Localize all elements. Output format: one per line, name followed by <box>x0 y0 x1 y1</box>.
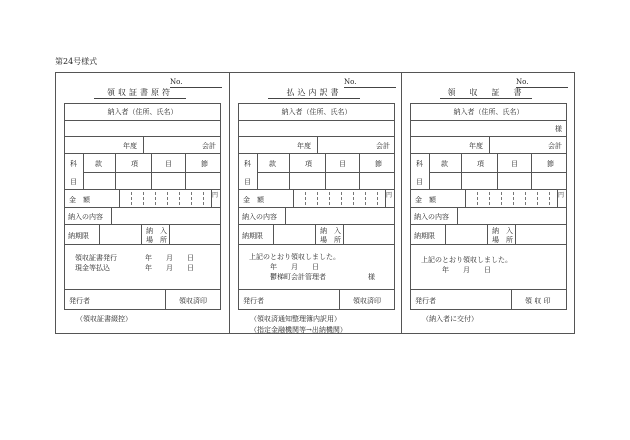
subject-grid <box>411 154 566 190</box>
body-line: 上記のとおり領収しました。 <box>249 253 340 261</box>
place-label-1: 納 入 <box>146 227 167 235</box>
panel-title: 領収証書原符 <box>94 87 186 99</box>
content-label: 納入の内容 <box>414 213 449 221</box>
receipt-table <box>64 103 221 310</box>
col-setsu: 節 <box>201 160 208 168</box>
amount-row[interactable] <box>239 190 394 208</box>
receipt-number[interactable]: No. <box>516 77 568 88</box>
col-kou: 項 <box>477 160 484 168</box>
issuer-label: 発行者 <box>415 297 436 305</box>
amount-row[interactable] <box>65 190 220 208</box>
col-moku: 目 <box>339 160 346 168</box>
sama-label: 様 <box>555 125 562 133</box>
subject-ka: 科 <box>70 160 77 168</box>
panel-title: 払込内訳書 <box>268 87 360 99</box>
receipt-number[interactable]: No. <box>170 77 222 88</box>
stamp-label: 領収済印 <box>353 297 381 305</box>
place-label-2: 場 所 <box>492 236 513 244</box>
receipt-number[interactable]: No. <box>344 77 396 88</box>
place-label-2: 場 所 <box>146 236 167 244</box>
subject-grid <box>239 154 394 190</box>
place-label-1: 納 入 <box>492 227 513 235</box>
receipt-form-frame <box>55 72 575 334</box>
col-kou: 項 <box>305 160 312 168</box>
subject-ka: 科 <box>244 160 251 168</box>
col-setsu: 節 <box>547 160 554 168</box>
panel-note: （納入者に交付） <box>422 315 478 323</box>
deadline-label: 納期限 <box>414 232 435 240</box>
col-kan: 款 <box>441 160 448 168</box>
body-line: 領収証書発行 年 月 日 <box>75 254 194 262</box>
panel-note: （領収証書綴控） <box>76 315 132 323</box>
content-label: 納入の内容 <box>242 213 277 221</box>
subject-moku: 目 <box>244 178 251 186</box>
col-kan: 款 <box>269 160 276 168</box>
account-label: 会計 <box>202 142 216 150</box>
panel-receipt-stub <box>56 73 230 333</box>
col-setsu: 節 <box>375 160 382 168</box>
receipt-table <box>238 103 395 310</box>
body-area <box>65 245 220 290</box>
content-label: 納入の内容 <box>68 213 103 221</box>
place-label-2: 場 所 <box>320 236 341 244</box>
deadline-label: 納期限 <box>242 232 263 240</box>
amount-label: 金 額 <box>243 196 264 204</box>
payer-header: 納入者（住所、氏名） <box>453 108 524 116</box>
deadline-label: 納期限 <box>68 232 89 240</box>
panel-receipt <box>402 73 576 333</box>
body-area <box>411 245 566 290</box>
body-line: 上記のとおり領収しました。 <box>421 256 512 264</box>
payer-field[interactable] <box>239 121 394 137</box>
subject-moku: 目 <box>416 178 423 186</box>
body-line: 鬱梯町会計管理者 様 <box>249 273 375 281</box>
body-area <box>239 245 394 290</box>
subject-ka: 科 <box>416 160 423 168</box>
fiscal-year-label: 年度 <box>123 142 137 150</box>
col-moku: 目 <box>165 160 172 168</box>
panel-note: （領収済通知整理簿内訳用） （指定金融機関等→出納機関） <box>250 315 347 334</box>
place-label-1: 納 入 <box>320 227 341 235</box>
body-line: 現金等払込 年 月 日 <box>75 264 194 272</box>
receipt-table <box>410 103 567 310</box>
yen-label: 円 <box>557 192 564 199</box>
payer-header: 納入者（住所、氏名） <box>281 108 352 116</box>
payer-field[interactable] <box>65 121 220 137</box>
stamp-label: 領収済印 <box>179 297 207 305</box>
col-kou: 項 <box>131 160 138 168</box>
payer-field[interactable] <box>411 121 566 137</box>
subject-grid <box>65 154 220 190</box>
amount-label: 金 額 <box>415 196 436 204</box>
fiscal-year-label: 年度 <box>297 142 311 150</box>
stamp-label: 領 収 印 <box>525 297 551 305</box>
yen-label: 円 <box>385 192 392 199</box>
issuer-label: 発行者 <box>69 297 90 305</box>
account-label: 会計 <box>376 142 390 150</box>
yen-label: 円 <box>211 192 218 199</box>
body-line: 年 月 日 <box>249 263 319 271</box>
account-label: 会計 <box>548 142 562 150</box>
amount-row[interactable] <box>411 190 566 208</box>
form-number: 第24号様式 <box>55 57 98 66</box>
col-kan: 款 <box>95 160 102 168</box>
col-moku: 目 <box>511 160 518 168</box>
payer-header: 納入者（住所、氏名） <box>107 108 178 116</box>
subject-moku: 目 <box>70 178 77 186</box>
panel-title: 領 収 証 書 <box>440 87 532 99</box>
body-line: 年 月 日 <box>421 266 491 274</box>
amount-label: 金 額 <box>69 196 90 204</box>
panel-payment-breakdown <box>230 73 402 333</box>
issuer-label: 発行者 <box>243 297 264 305</box>
fiscal-year-label: 年度 <box>469 142 483 150</box>
